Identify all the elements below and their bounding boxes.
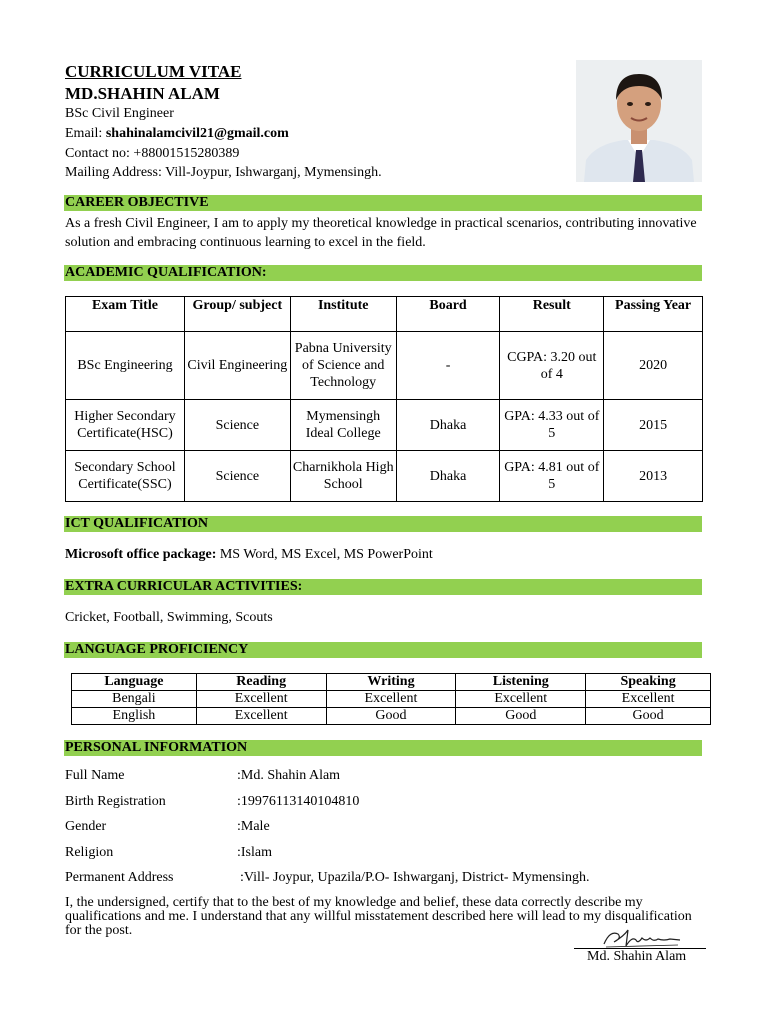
permanent-address-value: :Vill- Joypur, Upazila/P.O- Ishwarganj, District- Mymensingh. [240, 870, 590, 885]
birth-registration-label: Birth Registration [65, 794, 166, 809]
table-cell: 2015 [604, 400, 703, 451]
religion-label: Religion [65, 845, 114, 860]
table-cell: Mymensingh Ideal College [290, 400, 396, 451]
email-label: Email: [65, 126, 106, 141]
table-cell: - [396, 332, 500, 400]
language-header-cell: Language [72, 674, 197, 691]
full-name-label: Full Name [65, 768, 125, 783]
table-cell: CGPA: 3.20 out of 4 [500, 332, 604, 400]
table-row [72, 708, 711, 725]
table-cell: BSc Engineering [66, 332, 185, 400]
table-cell: Excellent [196, 691, 326, 708]
table-cell: Good [456, 708, 586, 725]
ict-label: Microsoft office package: [65, 547, 217, 562]
gender-label: Gender [65, 819, 107, 834]
signature-name: Md. Shahin Alam [587, 949, 687, 964]
table-cell: Excellent [196, 708, 326, 725]
table-cell: Secondary School Certificate(SSC) [66, 451, 185, 502]
table-cell: Good [586, 708, 711, 725]
table-cell: GPA: 4.81 out of 5 [500, 451, 604, 502]
email-address[interactable]: shahinalamcivil21@gmail.com [105, 126, 289, 141]
table-cell: GPA: 4.33 out of 5 [500, 400, 604, 451]
academic-header-row [66, 297, 703, 332]
contact-line: Contact no: +88001515280389 [65, 146, 240, 161]
signature-icon [600, 926, 684, 950]
table-cell: 2020 [604, 332, 703, 400]
birth-registration-value: :19976113140104810 [237, 794, 360, 809]
section-language: LANGUAGE PROFICIENCY [64, 642, 702, 658]
academic-header-cell: Board [396, 297, 500, 332]
table-cell: Good [326, 708, 456, 725]
section-ict: ICT QUALIFICATION [64, 516, 702, 532]
religion-value: :Islam [237, 845, 272, 860]
table-cell: Dhaka [396, 400, 500, 451]
table-cell: Bengali [72, 691, 197, 708]
table-cell: Excellent [326, 691, 456, 708]
table-cell: Excellent [586, 691, 711, 708]
table-row [66, 451, 703, 502]
ict-value: MS Word, MS Excel, MS PowerPoint [216, 547, 433, 562]
table-row [72, 691, 711, 708]
language-header-row [72, 674, 711, 691]
language-header-cell: Speaking [586, 674, 711, 691]
candidate-name: MD.SHAHIN ALAM [65, 84, 220, 103]
table-cell: Dhaka [396, 451, 500, 502]
section-career-objective: CAREER OBJECTIVE [64, 195, 702, 211]
extra-curricular-text: Cricket, Football, Swimming, Scouts [65, 610, 273, 625]
table-cell: Civil Engineering [184, 332, 290, 400]
academic-header-cell: Passing Year [604, 297, 703, 332]
table-cell: Pabna University of Science and Technology [290, 332, 396, 400]
table-cell: 2013 [604, 451, 703, 502]
address-line: Mailing Address: Vill-Joypur, Ishwarganj, Mymensingh. [65, 165, 382, 180]
table-cell: Higher Secondary Certificate(HSC) [66, 400, 185, 451]
degree-line: BSc Civil Engineer [65, 106, 174, 121]
language-header-cell: Listening [456, 674, 586, 691]
section-personal-info: PERSONAL INFORMATION [64, 740, 702, 756]
table-row [66, 332, 703, 400]
academic-table [65, 296, 703, 502]
permanent-address-label: Permanent Address [65, 870, 174, 885]
cv-title: CURRICULUM VITAE [65, 62, 242, 81]
language-header-cell: Reading [196, 674, 326, 691]
language-header-cell: Writing [326, 674, 456, 691]
table-cell: Excellent [456, 691, 586, 708]
academic-header-cell: Institute [290, 297, 396, 332]
language-table [71, 673, 711, 725]
table-cell: Charnikhola High School [290, 451, 396, 502]
table-cell: Science [184, 400, 290, 451]
section-extra-curricular: EXTRA CURRICULAR ACTIVITIES: [64, 579, 702, 595]
email-line [65, 125, 289, 143]
profile-photo [576, 60, 702, 182]
table-cell: Science [184, 451, 290, 502]
ict-line [65, 546, 433, 564]
table-cell: English [72, 708, 197, 725]
academic-header-cell: Exam Title [66, 297, 185, 332]
academic-header-cell: Result [500, 297, 604, 332]
declaration-text: I, the undersigned, certify that to the best of my knowledge and belief, these data correctly describe my qualifications and me. I understand that any willful misstatement described here will lead to my disqualification for the post. [65, 895, 692, 938]
section-academic: ACADEMIC QUALIFICATION: [64, 265, 702, 281]
full-name-value: :Md. Shahin Alam [237, 768, 341, 783]
career-objective-text: As a fresh Civil Engineer, I am to apply my theoretical knowledge in practical scenarios, contributing innovative solution and embracing continuous learning to excel in the field. [65, 216, 697, 250]
table-row [66, 400, 703, 451]
academic-header-cell: Group/ subject [184, 297, 290, 332]
gender-value: :Male [237, 819, 270, 834]
person-portrait-icon [576, 60, 702, 182]
